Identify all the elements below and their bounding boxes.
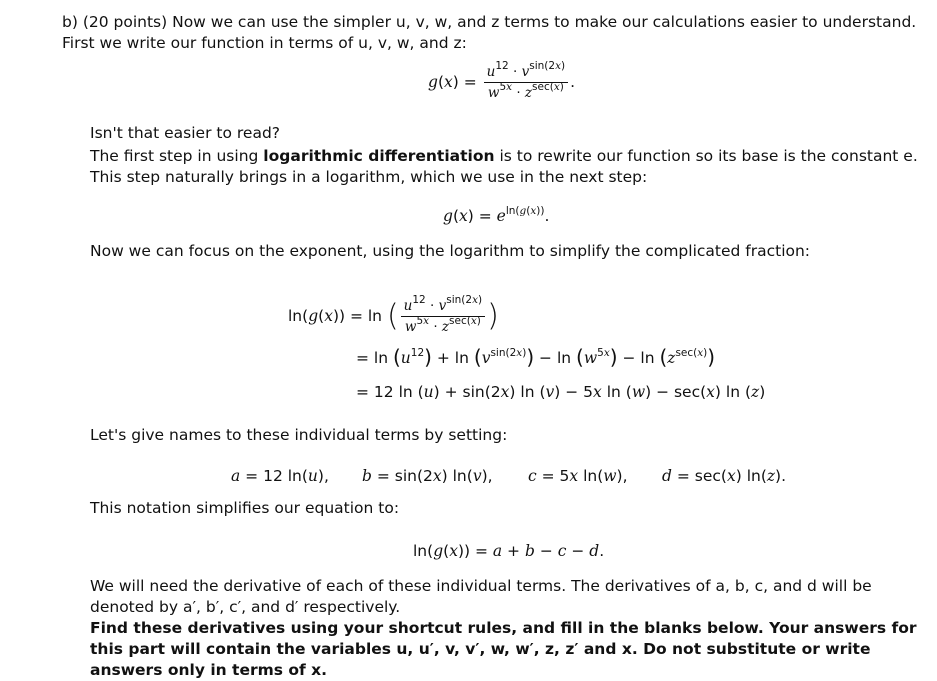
intro-paragraph (62, 12, 930, 54)
definition-a: a = 12 ln(u), (231, 467, 329, 485)
ln-expansion-line-1: ln(g(x)) = ln ( $\frac{u^{12} \cdot v^{sin(2x)}}{w^{5x} \cdot z^{sec(x)}}$ ) (288, 294, 499, 335)
part-label: b) (62, 13, 78, 31)
first-step-paragraph (90, 146, 930, 188)
logarithmic-differentiation-term: logarithmic differentiation (263, 147, 495, 165)
definition-c: c = 5x ln(w), (528, 467, 628, 485)
exponential-form-equation: $g(x) = e^{ln(g(x))}$. (443, 205, 550, 225)
ln-expansion-line-2: = $\ln (u^{12}) + \ln (v^{sin(2x)}) - \ln (w^{5x}) - \ln (z^{sec(x)})$ (356, 345, 716, 369)
g-fraction: $\frac{u^{12} \cdot v^{sin(2x)}}{w^{5x} \cdot z^{sec(x)}}$ (484, 64, 568, 101)
first-step-text-2: is to rewrite our function so its base is the constant e. This step naturally brings in a logarithm, which we use in the next step: (90, 147, 918, 186)
intro-text: (20 points) Now we can use the simpler u, v, w, and z terms to make our calculations easier to understand. First we write our function in terms of u, v, w, and z: (62, 13, 917, 52)
g-definition-equation: g(x) = $\frac{u^{12} \cdot v^{sin(2x)}}{w^{5x} \cdot z^{sec(x)}}$ . (428, 60, 576, 101)
easier-text: Isn't that easier to read? (90, 124, 281, 142)
first-step-text-1: The first step in using (90, 147, 259, 165)
definition-b: b = sin(2x) ln(v), (362, 467, 493, 485)
instructions-paragraph: Find these derivatives using your shortcut rules, and fill in the blanks below. Your answers for this part will contain the variables u, u′, v, v′, w, w′, z, z′ and x. Do not substitute or write answers only in terms of x. (90, 619, 917, 679)
focus-text: Now we can focus on the exponent, using the logarithm to simplify the complicated fraction: (90, 242, 811, 260)
final-equation: ln(g(x)) = a + b − c − d. (413, 542, 605, 560)
derivatives-paragraph: We will need the derivative of each of these individual terms. The derivatives of a, b, c, and d will be denoted by a′, b′, c′, and d′ respectively. (90, 577, 872, 616)
names-text: Let's give names to these individual terms by setting: (90, 426, 508, 444)
definition-d: d = sec(x) ln(z). (662, 467, 787, 485)
ln-expansion-line-3: = 12 ln (u) + sin(2x) ln (v) − 5x ln (w) − sec(x) ln (z) (356, 383, 766, 401)
notation-text: This notation simplifies our equation to: (90, 499, 400, 517)
